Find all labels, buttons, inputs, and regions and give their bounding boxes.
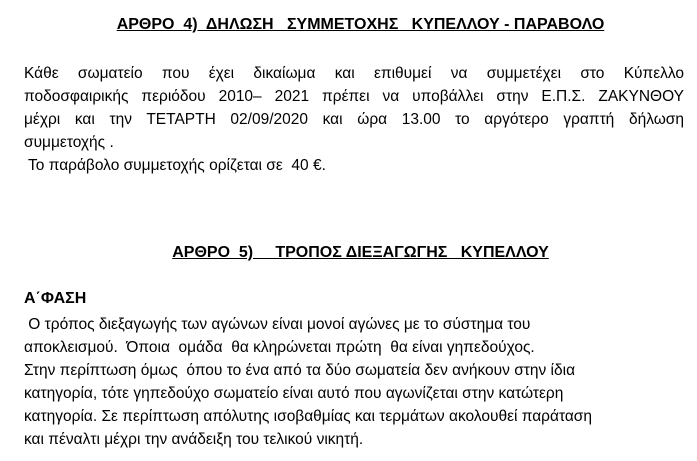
article-5-body xyxy=(24,313,684,451)
body-line: Ο τρόπος διεξαγωγής των αγώνων είναι μονοί αγώνες με το σύστημα του xyxy=(24,316,531,333)
body-line: Το παράβολο συμμετοχής ορίζεται σε 40 €. xyxy=(24,157,326,174)
body-line: αποκλεισμού. Όποια ομάδα θα κληρώνεται πρώτη θα είναι γηπεδούχος. xyxy=(24,339,535,356)
phase-a-title: Α΄ΦΑΣΗ xyxy=(24,290,87,307)
body-line: μέχρι και την ΤΕΤΑΡΤΗ 02/09/2020 και ώρα 13.00 το αργότερο γραπτή δήλωση xyxy=(24,111,684,128)
body-line: Στην περίπτωση όμως όπου το ένα από τα δύο σωματεία δεν ανήκουν στην ίδια xyxy=(24,362,576,379)
body-line: και πέναλτι μέχρι την ανάδειξη του τελικού νικητή. xyxy=(24,431,364,448)
body-line: κατηγορία, τότε γηπεδούχο σωματείο είναι αυτό που αγωνίζεται στην κατώτερη xyxy=(24,385,564,402)
body-line: ποδοσφαιρικής περιόδου 2010– 2021 πρέπει να υποβάλλει στην Ε.Π.Σ. ΖΑΚΥΝΘΟΥ xyxy=(24,88,684,105)
article-4-body xyxy=(24,62,684,177)
body-line: κατηγορία. Σε περίπτωση απόλυτης ισοβαθμίας και τερμάτων ακολουθεί παράταση xyxy=(24,408,592,425)
body-line: συμμετοχής . xyxy=(24,134,114,151)
article-4-heading: ΑΡΘΡΟ 4) ΔΗΛΩΣΗ ΣΥΜΜΕΤΟΧΗΣ ΚΥΠΕΛΛΟΥ - ΠΑΡΑΒΟΛΟ xyxy=(116,16,605,33)
article-5-heading: ΑΡΘΡΟ 5) ΤΡΟΠΟΣ ΔΙΕΞΑΓΩΓΗΣ ΚΥΠΕΛΛΟΥ xyxy=(172,244,549,261)
body-line: Κάθε σωματείο που έχει δικαίωμα και επιθυμεί να συμμετέχει στο Κύπελλο xyxy=(24,65,684,82)
